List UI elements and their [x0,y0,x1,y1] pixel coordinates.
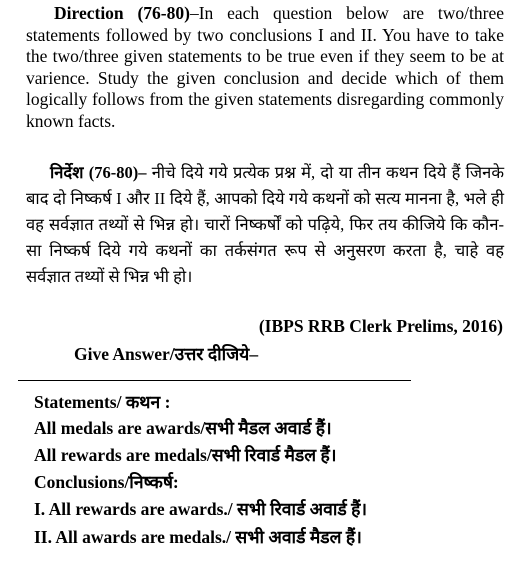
direction-english [26,3,504,132]
conclusion-1: I. All rewards are awards./ सभी रिवार्ड अवार्ड हैं। [34,499,368,519]
statements-heading: Statements/ कथन : [34,392,171,412]
direction-hindi [26,160,504,290]
direction-heading-en: Direction (76-80) [54,3,190,23]
divider [18,380,411,381]
conclusion-2: II. All awards are medals./ सभी अवार्ड मैडल हैं। [34,527,362,547]
statement-1: All medals are awards/सभी मैडल अवार्ड हैं। [34,418,332,438]
direction-heading-hi: निर्देश (76-80)– [50,163,147,182]
statement-2: All rewards are medals/सभी रिवार्ड मैडल हैं। [34,445,337,465]
conclusions-heading: Conclusions/निष्कर्ष: [34,472,179,492]
direction-body-hi: नीचे दिये गये प्रत्येक प्रश्न में, दो या तीन कथन दिये हैं जिनके बाद दो निष्कर्ष I और II दिये हैं, आपको दिये गये कथनों को सत्य मानना है, भले ही वह सर्वज्ञात तथ्यों से भिन्न हो। चारों निष्कर्षों को पढ़िये, फिर तय कीजिये कि कौन-सा निष्कर्ष दिये गये कथनों का तर्कसंगत रूप से अनुसरण करता है, चाहे वह सर्वज्ञात तथ्यों से भिन्न भी हो। [26,163,504,286]
direction-body-en: –In each question below are two/three statements followed by two conclusions I and II. You have to take the two/three given statements to be true even if they seem to be at varience. Study the given conclusion and decide which of them logically follows from the given statements disregarding commonly known facts. [26,3,504,131]
exam-source: (IBPS RRB Clerk Prelims, 2016) [258,316,503,336]
give-answer-label: Give Answer/उत्तर दीजिये– [74,344,259,364]
